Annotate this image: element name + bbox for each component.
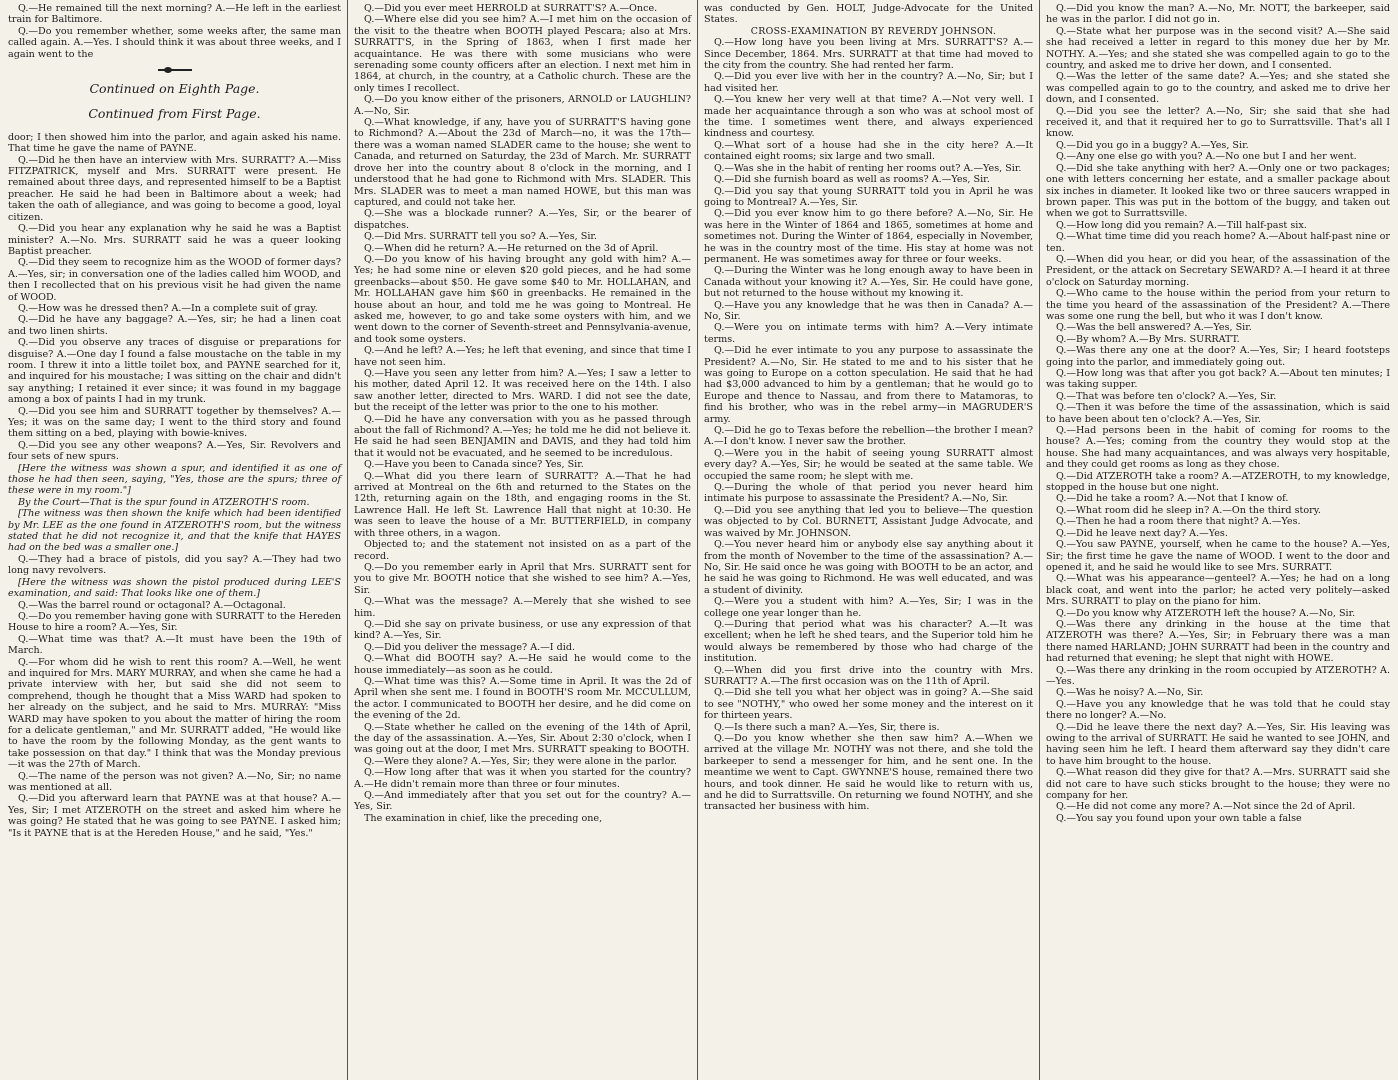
- paragraph: Q.—Were you on intimate terms with him? A.—Very intimate terms.: [704, 322, 1033, 345]
- paragraph: Q.—Did Mrs. SURRATT tell you so? A.—Yes, Sir.: [364, 231, 597, 243]
- paragraph: Q.—Was he noisy? A.—No, Sir.: [1056, 687, 1204, 699]
- ornament-rule: [158, 67, 192, 73]
- paragraph: Q.—Did she take anything with her? A.—Only one or two packages; one with letters concerning her estate, and a smaller package about six inches in diameter. It looked like two or three saucers wrapped in brown paper. This was put in the bottom of the buggy, and taken out when we got to Surrattsville.: [1046, 162, 1390, 220]
- paragraph: Q.—Had persons been in the habit of coming for rooms to the house? A.—Yes; coming from the country they would stop at the house. She had many acquaintances, and was always very hospitable, and they could get rooms as long as they chose.: [1046, 425, 1390, 471]
- column-body: [8, 132, 341, 839]
- paragraph: Q.—How long after that was it when you started for the country? A.—He didn't remain more than three or four minutes.: [354, 767, 691, 790]
- paragraph: Q.—You say you found upon your own table a false: [1056, 812, 1302, 824]
- paragraph: Q.—Did you say that young SURRATT told you in April he was going to Montreal? A.—Yes, Sir.: [704, 185, 1033, 208]
- column-3: [697, 0, 1039, 1080]
- paragraph: Q.—Did you see him and SURRATT together by themselves? A.—Yes; it was on the same day; I went to the third story and found them sitting on a bed, playing with bowie-knives.: [8, 405, 341, 440]
- paragraph: Q.—Did you know the man? A.—No, Mr. NOTT, the barkeeper, said he was in the parlor. I did not go in.: [1046, 3, 1390, 26]
- paragraph: Q.—What time was that? A.—It must have been the 19th of March.: [8, 633, 341, 657]
- paragraph: Q.—They had a brace of pistols, did you say? A.—They had two long navy revolvers.: [8, 553, 341, 577]
- bracket-note: [Here the witness was shown a spur, and identified it as one of those he had then seen, saying, "Yes, those are the spurs; three of these were in my room."]: [8, 462, 341, 497]
- paragraph: Q.—That was before ten o'clock? A.—Yes, Sir.: [1056, 390, 1277, 402]
- paragraph: Q.—Then it was before the time of the assassination, which is said to have been about ten o'clock? A.—Yes, Sir.: [1046, 402, 1390, 425]
- paragraph: Q.—What time was this? A.—Some time in April. It was the 2d of April when she sent me. I found in BOOTH'S room Mr. MCCULLUM, the actor. I communicated to BOOTH her desire, and he did come on the evening of the 2d.: [354, 675, 691, 722]
- paragraph: Q.—Did you ever live with her in the country? A.—No, Sir; but I had visited her.: [704, 71, 1033, 94]
- paragraph: Q.—Do you remember early in April that Mrs. SURRATT sent for you to give Mr. BOOTH notice that she wished to see him? A.—Yes, Sir.: [354, 561, 691, 596]
- paragraph: Q.—Do you know of his having brought any gold with him? A.—Yes; he had some nine or eleven $20 gold pieces, and he had some greenbacks—about $50. He gave some $40 to Mr. HOLLAHAN, and Mr. HOLLAHAN gave him $60 in greenbacks. He remained in the house about an hour, and told me he was going to Montreal. He asked me, however, to go and take some oysters with him, and we went down to the corner of Seventh-street and Pennsylvania-avenue, and took some oysters.: [354, 253, 691, 345]
- paragraph: Q.—Did you observe any traces of disguise or preparations for disguise? A.—One day I found a false moustache on the table in my room. I threw it into a little toilet box, and PAYNE searched for it, and inquired for his moustache; I was sitting on the chair and didn't say anything; I retained it ever since; it was found in my baggage among a box of paints I had in my trunk.: [8, 337, 341, 406]
- paragraph: Q.—Did you hear any explanation why he said he was a Baptist minister? A.—No. Mrs. SURRATT said he was a queer looking Baptist preacher.: [8, 223, 341, 257]
- paragraph: Q.—Did she tell you what her object was in going? A.—She said to see "NOTHY," who owed her some money and the interest on it for thirteen years.: [704, 687, 1033, 722]
- paragraph: Q.—What reason did they give for that? A.—Mrs. SURRATT said she did not care to have such sticks brought to the house; they were no company for her.: [1046, 767, 1390, 802]
- paragraph: Q.—Have you seen any letter from him? A.—Yes; I saw a letter to his mother, dated April 12. It was received here on the 14th. I also saw another letter, directed to Mrs. WARD. I did not see the date, but the receipt of the letter was prior to the one to his mother.: [354, 368, 691, 414]
- paragraph: Q.—Any one else go with you? A.—No one but I and her went.: [1056, 151, 1357, 163]
- paragraph: Q.—Were you in the habit of seeing young SURRATT almost every day? A.—Yes, Sir; he would be seated at the same table. We occupied the same room; he slept with me.: [704, 447, 1033, 482]
- paragraph: Q.—Who came to the house within the period from your return to the time you heard of the assassination of the President? A.—There was some one rung the bell, but who it was I don't know.: [1046, 288, 1390, 322]
- paragraph: Q.—Did she furnish board as well as rooms? A.—Yes, Sir.: [714, 174, 990, 186]
- paragraph: Q.—Do you remember having gone with SURRATT to the Hereden House to hire a room? A.—Yes, Sir.: [8, 610, 341, 634]
- paragraph: Q.—Was there any one at the door? A.—Yes, Sir; I heard footsteps going into the parlor, and immediately going out.: [1046, 345, 1390, 368]
- paragraph: Q.—Have you any knowledge that he was then in Canada? A.—No, Sir.: [704, 299, 1033, 322]
- paragraph: Q.—Did you see anything that led you to believe—The question was objected to by Col. BURNETT, Assistant Judge Advocate, and was waived by Mr. JOHNSON.: [704, 504, 1033, 539]
- paragraph: Q.—Was the letter of the same date? A.—Yes; and she stated she was compelled again to go to the country, and asked me to drive her down, and I consented.: [1046, 71, 1390, 106]
- paragraph: Q.—Do you know whether she then saw him? A.—When we arrived at the village Mr. NOTHY was not there, and she told the barkeeper to send a messenger for him, and he sent one. In the meantime we went to Capt. GWYNNE'S house, remained there two hours, and took dinner. He said he would like to return with us, and he did to Surrattsville. On returning we found NOTHY, and she transacted her business with him.: [704, 733, 1033, 813]
- column-4: [1039, 0, 1396, 1080]
- paragraph: Q.—Then he had a room there that night? A.—Yes.: [1056, 516, 1301, 528]
- paragraph: Q.—Did you go in a buggy? A.—Yes, Sir.: [1056, 139, 1249, 151]
- column-1: [2, 0, 347, 1080]
- paragraph: Q.—Do you know why ATZEROTH left the house? A.—No, Sir.: [1056, 607, 1356, 619]
- paragraph: Q.—Did she say on private business, or use any expression of that kind? A.—Yes, Sir.: [354, 618, 691, 642]
- paragraph: Q.—What knowledge, if any, have you of SURRATT'S having gone to Richmond? A.—About the 23d of March—no, it was the 17th—there was a woman named SLADER came to the house; she went to Canada, and returned on Saturday, the 23d of March. Mr. SURRATT drove her into the country about 8 o'clock in the morning, and I understood that he had gone to Richmond with Mrs. SLADER. This Mrs. SLADER was to meet a man named HOWE, but this man was captured, and could not take her.: [354, 117, 691, 208]
- paragraph: was conducted by Gen. HOLT, Judge-Advocate for the United States.: [704, 3, 1033, 26]
- paragraph: Q.—Did he leave there the next day? A.—Yes, Sir. His leaving was owing to the arrival of SURRATT. He said he wanted to see JOHN, and having seen him he left. I heard them afterward say they didn't care to have him brought to the house.: [1046, 721, 1390, 767]
- paragraph: Q.—How long was that after you got back? A.—About ten minutes; I was taking supper.: [1046, 368, 1390, 391]
- paragraph: Q.—Did you ever know him to go there before? A.—No, Sir. He was here in the Winter of 1864 and 1865, sometimes at home and sometimes not. During the Winter of 1864, especially in November, he was in the country most of the time. His stay at home was not permanent. He was sometimes away for three or four weeks.: [704, 208, 1033, 265]
- bracket-note: [Here the witness was shown the pistol produced during LEE'S examination, and said: That looks like one of them.]: [8, 576, 341, 600]
- paragraph: Q.—State whether he called on the evening of the 14th of April, the day of the assassination. A.—Yes, Sir. About 2:30 o'clock, when I was going out at the door, I met Mrs. SURRATT speaking to BOOTH.: [354, 721, 691, 756]
- paragraph: Q.—Do you remember whether, some weeks after, the same man called again. A.—Yes. I should think it was about three weeks, and I again went to the: [8, 25, 341, 60]
- bracket-note: By the Court—That is the spur found in ATZEROTH'S room.: [18, 496, 310, 508]
- paragraph: Q.—Did you ever meet HERROLD at SURRATT'S? A.—Once.: [364, 3, 658, 14]
- paragraph: Q.—What was the message? A.—Merely that she wished to see him.: [354, 596, 691, 619]
- paragraph: Q.—She was a blockade runner? A.—Yes, Sir, or the bearer of dispatches.: [354, 208, 691, 231]
- paragraph: Q.—When did he return? A.—He returned on the 3d of April.: [364, 242, 659, 254]
- paragraph: Q.—What sort of a house had she in the city here? A.—It contained eight rooms; six large and two small.: [704, 139, 1033, 163]
- paragraph: Q.—By whom? A.—By Mrs. SURRATT.: [1056, 333, 1240, 345]
- paragraph: Q.—And immediately after that you set out for the country? A.—Yes, Sir.: [354, 790, 691, 813]
- paragraph: Q.—You never heard him or anybody else say anything about it from the month of November to the time of the assassination? A.—No, Sir. He said once he was going with BOOTH to be an actor, and he said he was going to Richmond. He was well educated, and was a student of divinity.: [704, 539, 1033, 596]
- paragraph: Q.—Did he then have an interview with Mrs. SURRATT? A.—Miss FITZPATRICK, myself and Mrs. SURRATT were present. He remained about three days, and represented himself to be a Baptist preacher. He said he had been in Baltimore about a week; had taken the oath of allegiance, and was going to become a good, loyal citizen.: [8, 154, 341, 223]
- paragraph: Q.—Where else did you see him? A.—I met him on the occasion of the visit to the theatre when BOOTH played Pescara; also at Mrs. SURRATT'S, in the Spring of 1863, when I first made her acquaintance. He was there with some musicians who were serenading some county officers after an election. I next met him in 1864, at church, in the country, at a Catholic church. These are the only times I recollect.: [354, 14, 691, 94]
- continued-from-notice: Continued from First Page.: [88, 106, 261, 122]
- paragraph: Objected to; and the statement not insisted on as a part of the record.: [354, 539, 691, 562]
- paragraph: Q.—How long did you remain? A.—Till half-past six.: [1056, 219, 1307, 231]
- bracket-note: [The witness was then shown the knife which had been identified by Mr. LEE as the one found in ATZEROTH'S room, but the witness stated that he did not recognize it, and that the knife that HAYES had on the bed was a smaller one.]: [8, 508, 341, 554]
- paragraph: Q.—Did you afterward learn that PAYNE was at that house? A.—Yes, Sir; I met ATZEROTH on the street and asked him where he was going? He stated that he was going to see PAYNE. I asked him; "Is it PAYNE that is at the Hereden House," and he said, "Yes.": [8, 793, 341, 839]
- paragraph: Q.—When did you hear, or did you hear, of the assassination of the President, or the attack on Secretary SEWARD? A.—I heard it at three o'clock on Saturday morning.: [1046, 253, 1390, 288]
- paragraph: Q.—During the whole of that period you never heard him intimate his purpose to assassinate the President? A.—No, Sir.: [704, 482, 1033, 505]
- paragraph: Q.—Was there any drinking in the house at the time that ATZEROTH was there? A.—Yes, Sir; in February there was a man there named HARLAND; JOHN SURRATT had been in the country and had returned that evening; he slept that night with HOWE.: [1046, 618, 1390, 665]
- paragraph: Q.—Did he take a room? A.—Not that I know of.: [1056, 493, 1289, 505]
- paragraph: Q.—Have you any knowledge that he was told that he could stay there no longer? A.—No.: [1046, 698, 1390, 722]
- paragraph: Q.—The name of the person was not given? A.—No, Sir; no name was mentioned at all.: [8, 770, 341, 793]
- paragraph: Q.—During the Winter was he long enough away to have been in Canada without your knowing it? A.—Yes, Sir. He could have gone, but not returned to the house without my knowing it.: [704, 265, 1033, 300]
- paragraph: Q.—Were they alone? A.—Yes, Sir; they were alone in the parlor.: [364, 755, 677, 767]
- paragraph: Q.—Did you deliver the message? A.—I did.: [364, 641, 576, 653]
- paragraph: Q.—What room did he sleep in? A.—On the third story.: [1056, 504, 1321, 516]
- paragraph: Q.—What did you there learn of SURRATT? A.—That he had arrived at Montreal on the 6th and returned to the States on the 12th, returning again on the 18th, and engaging rooms in the St. Lawrence Hall. He left St. Lawrence Hall that night at 10:30. He was seen to leave the house of a Mr. BUTTERFIELD, in company with three others, in a wagon.: [354, 470, 691, 539]
- paragraph: Q.—Did you see any other weapons? A.—Yes, Sir. Revolvers and four sets of new spurs.: [8, 439, 341, 463]
- paragraph: Q.—During that period what was his character? A.—It was excellent; when he left he shed tears, and the Superior told him he would always be remembered by those who had charge of the institution.: [704, 618, 1033, 665]
- paragraph: Q.—Did he have any conversation with you as he passed through about the fall of Richmond? A.—Yes; he told me he did not believe it. He said he had seen BENJAMIN and DAVIS, and they had told him that it would not be evacuated, and he seemed to be incredulous.: [354, 413, 691, 459]
- paragraph: Q.—Did he have any baggage? A.—Yes, sir; he had a linen coat and two linen shirts.: [8, 314, 341, 337]
- paragraph: Q.—Did ATZEROTH take a room? A.—ATZEROTH, to my knowledge, stopped in the house but one night.: [1046, 470, 1390, 494]
- paragraph: Q.—Was there any drinking in the room occupied by ATZEROTH? A.—Yes.: [1046, 664, 1390, 687]
- paragraph: Q.—Was she in the habit of renting her rooms out? A.—Yes, Sir.: [714, 162, 1022, 174]
- paragraph: Q.—How was he dressed then? A.—In a complete suit of gray.: [18, 302, 318, 314]
- paragraph: Q.—He did not come any more? A.—Not since the 2d of April.: [1056, 801, 1356, 813]
- paragraph: Q.—Was the barrel round or octagonal? A.—Octagonal.: [18, 599, 286, 611]
- paragraph: Q.—He remained till the next morning? A.—He left in the earliest train for Baltimore.: [8, 3, 341, 26]
- paragraph: Q.—You knew her very well at that time? A.—Not very well. I made her acquaintance through a son who was at school most of the time. I sometimes went there, and always experienced kindness and courtesy.: [704, 94, 1033, 140]
- paragraph: Q.—Were you a student with him? A.—Yes, Sir; I was in the college one year longer than he.: [704, 596, 1033, 619]
- paragraph: Q.—You saw PAYNE, yourself, when he came to the house? A.—Yes, Sir; the first time he gave the name of WOOD. I went to the door and opened it, and he said he would like to see Mrs. SURRATT.: [1046, 539, 1390, 573]
- paragraph: Q.—Did he ever intimate to you any purpose to assassinate the President? A.—No, Sir. He stated to me and to his sister that he was going to Europe on a cotton speculation. He said that he had had $3,000 advanced to him by a gentleman; that he would go to Europe and thence to Nassau, and from there to Matamoras, to find his brother, who was in the rebel army—in MAGRUDER'S army.: [704, 345, 1033, 425]
- paragraph: Q.—What was his appearance—genteel? A.—Yes; he had on a long black coat, and went into the parlor; he acted very politely—asked Mrs. SURRATT to play on the piano for him.: [1046, 573, 1390, 608]
- paragraph: Q.—And he left? A.—Yes; he left that evening, and since that time I have not seen him.: [354, 345, 691, 368]
- paragraph: Q.—Do you know either of the prisoners, ARNOLD or LAUGHLIN? A.—No, Sir.: [354, 94, 691, 117]
- paragraph: Q.—Did he go to Texas before the rebellion—the brother I mean? A.—I don't know. I never saw the brother.: [704, 425, 1033, 448]
- paragraph: Q.—Did they seem to recognize him as the WOOD of former days? A.—Yes, sir; in conversation one of the ladies called him WOOD, and then I recollected that on his previous visit he had given the name of WOOD.: [8, 257, 341, 303]
- column-2: [347, 0, 697, 1080]
- paragraph: Q.—How long have you been living at Mrs. SURRATT'S? A.—Since December, 1864. Mrs. SURRATT at that time had moved to the city from the country. She had rented her farm.: [704, 37, 1033, 72]
- paragraph: Q.—Did he leave next day? A.—Yes.: [1056, 527, 1228, 539]
- paragraph: The examination in chief, like the preceding one,: [364, 812, 603, 824]
- paragraph: Q.—Have you been to Canada since? Yes, Sir.: [364, 459, 584, 471]
- paragraph: Q.—Did you see the letter? A.—No, Sir; she said that she had received it, and that it required her to go to Surrattsville. That's all I know.: [1046, 105, 1390, 140]
- section-heading: CROSS-EXAMINATION BY REVERDY JOHNSON.: [750, 25, 997, 37]
- paragraph: Q.—Is there such a man? A.—Yes, Sir, there is.: [714, 721, 940, 733]
- paragraph: Q.—Was the bell answered? A.—Yes, Sir.: [1056, 322, 1252, 334]
- paragraph: Q.—What did BOOTH say? A.—He said he would come to the house immediately—as soon as he could.: [354, 653, 691, 676]
- paragraph: door; I then showed him into the parlor, and again asked his name. That time he gave the name of PAYNE.: [8, 131, 341, 155]
- continued-notice: Continued on Eighth Page.: [89, 81, 260, 97]
- paragraph: Q.—State what her purpose was in the second visit? A.—She said she had received a letter in regard to this money due her by Mr. NOTHY. A.—Yes; and she stated she was compelled again to go to the country, and asked me to drive her down, and I consented.: [1046, 25, 1390, 72]
- paragraph: Q.—When did you first drive into the country with Mrs. SURRATT? A.—The first occasion was on the 11th of April.: [704, 664, 1033, 687]
- paragraph: Q.—For whom did he wish to rent this room? A.—Well, he went and inquired for Mrs. MARY MURRAY, and when she came he had a private interview with her, but said she did not seem to comprehend, though he thought that a Miss WARD had spoken to her already on the subject, and he said to Mrs. MURRAY: "Miss WARD may have spoken to you about the matter of hiring the room for a delicate gentleman," and Mr. SURRATT added, "He would like to have the room by the following Monday, as the gent wants to take possession on that day." I think that was the Monday previous—it was the 27th of March.: [8, 656, 341, 771]
- paragraph: Q.—What time time did you reach home? A.—About half-past nine or ten.: [1046, 231, 1390, 254]
